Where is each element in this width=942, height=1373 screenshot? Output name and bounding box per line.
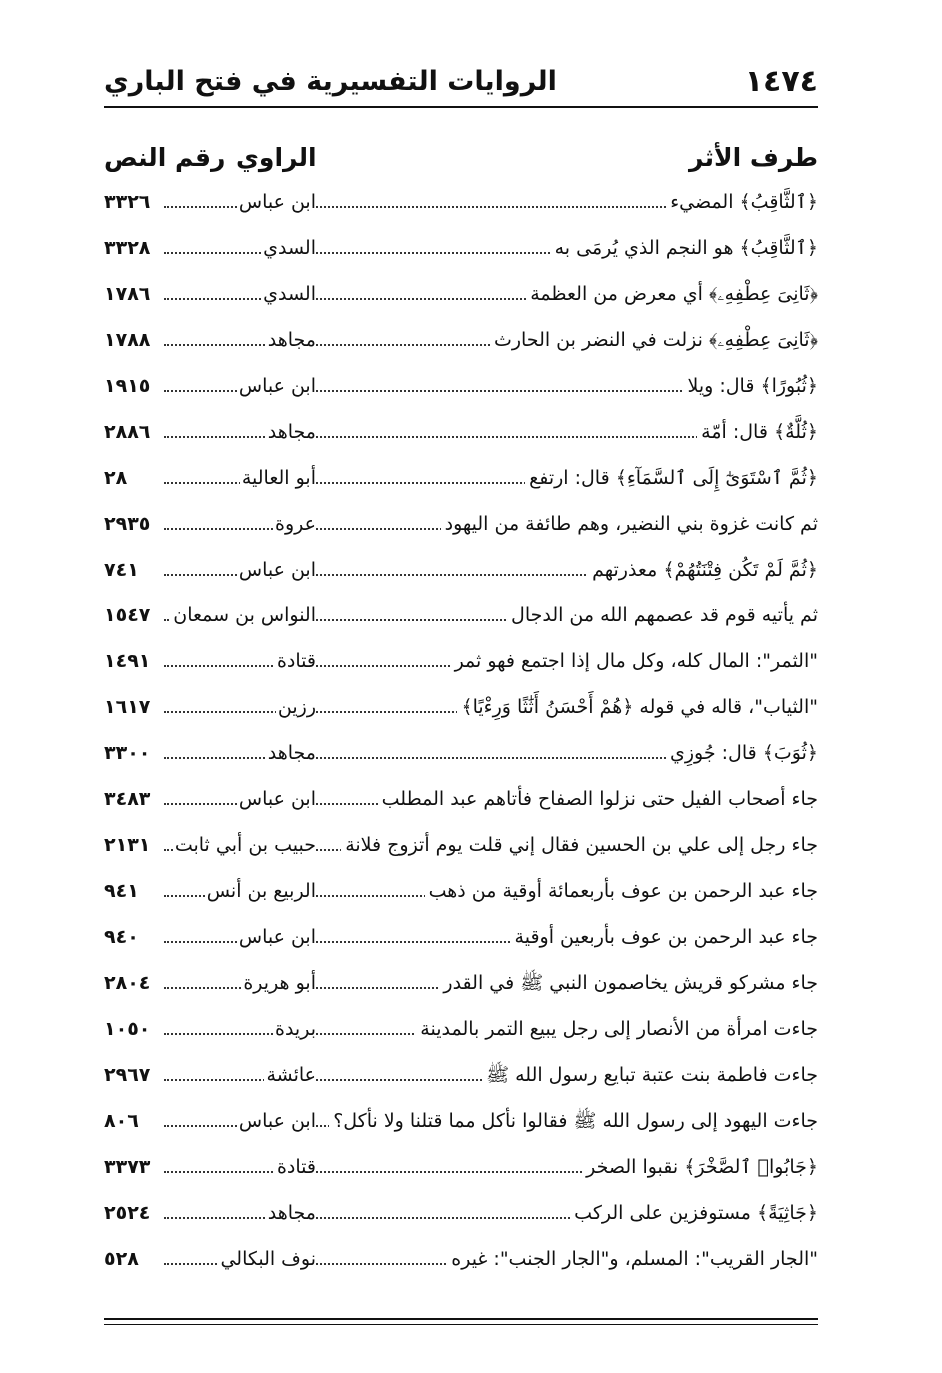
index-entry [104,1057,818,1103]
index-entry [104,827,818,873]
entry-number: ١٧٨٦ [104,282,151,305]
column-headers [104,140,818,176]
entry-number: ١٠٥٠ [104,1017,151,1040]
athar-text: ثم يأتيه قوم قد عصمهم الله من الدجال [507,597,818,633]
index-entry [104,1241,818,1287]
index-entry [104,368,818,414]
index-entry [104,1011,818,1057]
athar-text: ﴿ٱلثَّاقِبُ﴾ المضيء [666,184,818,220]
athar-text: ﴿ثَانِىَ عِطْفِهِۦ﴾ نزلت في النضر بن الحارث [490,322,818,358]
index-entry [104,1149,818,1195]
rawi-cell [164,1057,316,1093]
rawi-text: ابن عباس [237,919,316,955]
dotted-leader [316,436,758,438]
athar-text: "الثياب"، قاله في قوله ﴿هُمْ أَحْسَنُ أَثَٰثًا وَرِءْيًا﴾ [457,689,818,725]
rawi-text: ابن عباس [237,552,316,588]
index-entry [104,1103,818,1149]
index-entry [104,460,818,506]
entry-number: ٧٤١ [104,558,139,581]
athar-text: جاءت امرأة من الأنصار إلى رجل يبيع التمر بالمدينة [416,1011,818,1047]
entry-number: ٨٠٦ [104,1109,139,1132]
athar-text: ﴿ثُمَّ ٱسْتَوَىٰٓ إِلَى ٱلسَّمَآءِ﴾ قال: ارتفع [525,460,818,496]
footer-rule [104,1318,818,1320]
index-entry [104,552,818,598]
rawi-text: رزين [276,689,316,725]
rawi-cell [164,1149,316,1185]
athar-text: ثم كانت غزوة بني النضير، وهم طائفة من اليهود [441,506,818,542]
index-entry [104,689,818,735]
rawi-text: النواس بن سمعان [171,597,316,633]
rawi-text: مجاهد [266,322,316,358]
index-entry [104,414,818,460]
rawi-text: ابن عباس [237,781,316,817]
rawi-cell [164,506,316,542]
rawi-text: أبو هريرة [241,965,316,1001]
rawi-cell [164,735,316,771]
entry-number: ٢٨ [104,466,128,489]
athar-text: جاء مشركو قريش يخاصمون النبي ﷺ في القدر [439,965,818,1001]
entry-number: ٥٢٨ [104,1247,139,1270]
rawi-text: حبيب بن أبي ثابت [173,827,316,863]
rawi-text: عروة [273,506,316,542]
rawi-cell [164,643,316,679]
athar-text: جاء أصحاب الفيل حتى نزلوا الصفاح فأتاهم عبد المطلب [378,781,818,817]
entry-number: ٢٩٣٥ [104,512,151,535]
index-entry [104,919,818,965]
entry-number: ٣٤٨٣ [104,788,151,811]
index-entry [104,506,818,552]
page-number: ١٤٧٤ [744,64,818,99]
rawi-text: عائشة [264,1057,316,1093]
rawi-text: أبو العالية [240,460,316,496]
rawi-cell [164,368,316,404]
index-entries [104,184,818,1287]
index-entry [104,597,818,643]
index-entry [104,184,818,230]
rawi-text: مجاهد [266,414,316,450]
entry-number: ٩٤٠ [104,926,139,948]
column-header-rawi: الراوي [236,143,317,172]
rawi-text: قتادة [275,1149,316,1185]
athar-text: ﴿ثُلَّةٌ﴾ قال: أمّة [697,414,818,450]
entry-number: ٢١٣١ [104,834,151,857]
rawi-cell [164,919,316,955]
entry-number: ٢٩٦٧ [104,1063,151,1086]
column-header-number: رقم النص [104,143,226,172]
entry-number: ١٥٤٧ [104,604,151,627]
book-title: الروايات التفسيرية في فتح الباري [104,66,557,97]
rawi-cell [164,460,316,496]
rawi-cell [164,1241,316,1277]
rawi-cell [164,1195,316,1231]
entry-number: ٣٣٠٠ [104,742,151,765]
index-entry [104,873,818,919]
footer-rule [104,1324,818,1325]
rawi-text: ابن عباس [237,184,316,220]
rawi-text: قتادة [275,643,316,679]
rawi-cell [164,276,316,312]
rawi-text: الربيع بن أنس [205,873,316,909]
index-entry [104,1195,818,1241]
athar-text: "الجار القريب": المسلم، و"الجار الجنب": غيره [447,1241,818,1277]
rawi-cell [164,184,316,220]
index-entry [104,781,818,827]
athar-text: ﴿ثَانِىَ عِطْفِهِۦ﴾ أي معرض من العظمة [526,276,818,312]
rawi-cell [164,873,316,909]
rawi-text: مجاهد [266,1195,316,1231]
rawi-cell [164,1011,316,1047]
entry-number: ٢٨٠٤ [104,971,151,994]
athar-text: جاءت اليهود إلى رسول الله ﷺ فقالوا نأكل مما قتلنا ولا نأكل؟ [329,1103,818,1139]
athar-text: ﴿جَابُوا۟ ٱلصَّخْرَ﴾ نقبوا الصخر [582,1149,818,1185]
athar-text: جاء عبد الرحمن بن عوف بأربعمائة أوقية من ذهب [425,873,818,909]
rawi-text: مجاهد [266,735,316,771]
entry-number: ٩٤١ [104,880,139,903]
athar-text: جاء عبد الرحمن بن عوف بأربعين أوقية [511,919,818,955]
rawi-text: السدي [261,230,316,266]
entry-number: ٣٣٢٦ [104,191,151,213]
athar-text: ﴿جَاثِيَةً﴾ مستوفزين على الركب [570,1195,818,1231]
index-entry [104,230,818,276]
athar-text: ﴿ثُوَبَ﴾ قال: جُوزِي [666,735,818,771]
rawi-cell [164,781,316,817]
index-entry [104,735,818,781]
header-rule [104,106,818,108]
entry-number: ٣٣٧٣ [104,1155,151,1178]
rawi-cell [164,230,316,266]
entry-number: ١٧٨٨ [104,328,151,351]
athar-text: ﴿ثُمَّ لَمْ تَكُن فِتْنَتُهُمْ﴾ معذرتهم [588,552,818,588]
rawi-cell [164,827,316,863]
rawi-text: نوف البكالي [218,1241,316,1277]
index-entry [104,276,818,322]
entry-number: ٢٨٨٦ [104,420,151,443]
rawi-cell [164,414,316,450]
athar-text: "الثمر": المال كله، وكل مال إذا اجتمع فهو ثمر [451,643,818,679]
athar-text: جاء رجل إلى علي بن الحسين فقال إني قلت يوم أتزوج فلانة [341,827,818,863]
athar-text: ﴿ٱلثَّاقِبُ﴾ هو النجم الذي يُرمَى به [551,230,818,266]
column-header-athar: طرف الأثر [689,143,818,172]
rawi-cell [164,597,316,633]
index-entry [104,322,818,368]
rawi-cell [164,322,316,358]
running-header [104,62,818,102]
rawi-cell [164,1103,316,1139]
rawi-cell [164,689,316,725]
entry-number: ١٦١٧ [104,696,151,719]
rawi-cell [164,965,316,1001]
rawi-text: بريدة [273,1011,316,1047]
rawi-text: السدي [261,276,316,312]
entry-number: ١٩١٥ [104,374,151,397]
athar-text: جاءت فاطمة بنت عتبة تبايع رسول الله ﷺ [482,1057,818,1093]
rawi-text: ابن عباس [237,368,316,404]
entry-number: ١٤٩١ [104,650,151,673]
index-entry [104,643,818,689]
entry-number: ٣٣٢٨ [104,236,151,259]
index-entry [104,965,818,1011]
rawi-text: ابن عباس [237,1103,316,1139]
athar-text: ﴿ثُبُورًا﴾ قال: ويلا [683,368,818,404]
entry-number: ٢٥٢٤ [104,1201,151,1224]
rawi-cell [164,552,316,588]
